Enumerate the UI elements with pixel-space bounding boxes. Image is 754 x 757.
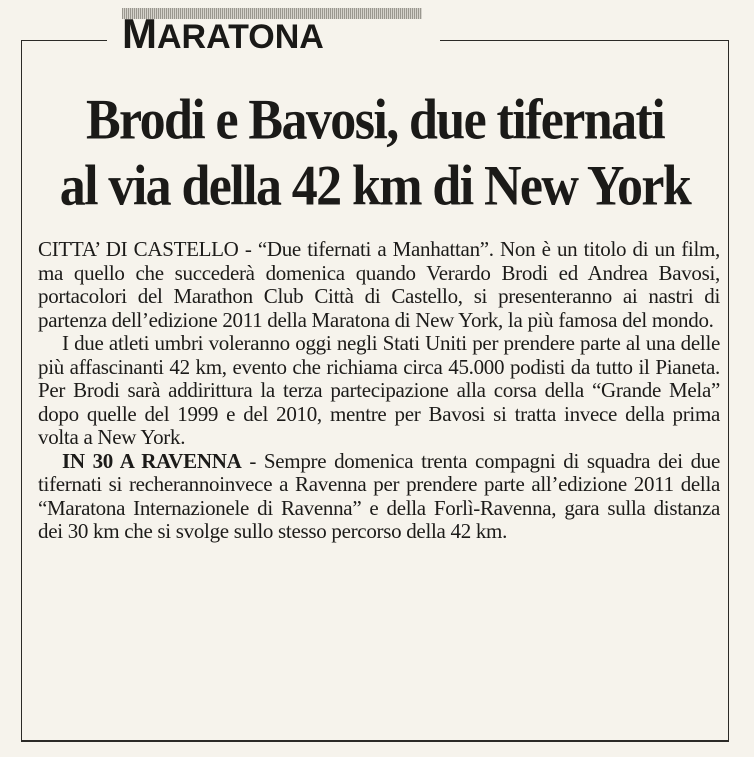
- article-body: [38, 238, 720, 544]
- frame-top-rule-right: [440, 40, 729, 41]
- headline-line-2: al via della 42 km di New York: [59, 155, 691, 218]
- frame-top-rule-left: [21, 40, 107, 41]
- article-paragraph-1: CITTA’ DI CASTELLO - “Due tifernati a Manhattan”. Non è un titolo di un film, ma quello che succederà domenica quando Verardo Brodi ed Andrea Bavosi, portacolori del Marathon Club Città di Castello, si presenteranno ai nastri di partenza dell’edizione 2011 della Maratona di New York, la più famosa del mondo.: [38, 237, 720, 332]
- section-label: [122, 10, 324, 57]
- paragraph-3-text: - Sempre domenica trenta compagni di squadra dei due tifernati si recherannoinvece a Ravenna per prendere parte all’edizione 2011 della “Maratona Internazionele di Ravenna” e della Forlì-Ravenna, gara sulla distanza dei 30 km che si svolge sullo stesso percorso della 42 km.: [38, 448, 721, 543]
- article-paragraph-2: I due atleti umbri voleranno oggi negli Stati Uniti per prendere parte al una delle più affascinanti 42 km, evento che richiama circa 45.000 podisti da tutto il Pianeta. Per Brodi sarà addirittura la terza partecipazione alla corsa della “Grande Mela” dopo quelle del 1999 e del 2010, mentre per Bavosi si tratta invece della prima volta a New York.: [38, 331, 720, 449]
- section-label-rest: ARATONA: [157, 18, 324, 56]
- article-paragraph-3: [38, 450, 720, 544]
- headline: [24, 88, 726, 220]
- section-label-initial: M: [122, 10, 157, 57]
- headline-line-1: Brodi e Bavosi, due tifernati: [85, 89, 665, 152]
- paragraph-3-lead: IN 30 A RAVENNA: [62, 448, 242, 473]
